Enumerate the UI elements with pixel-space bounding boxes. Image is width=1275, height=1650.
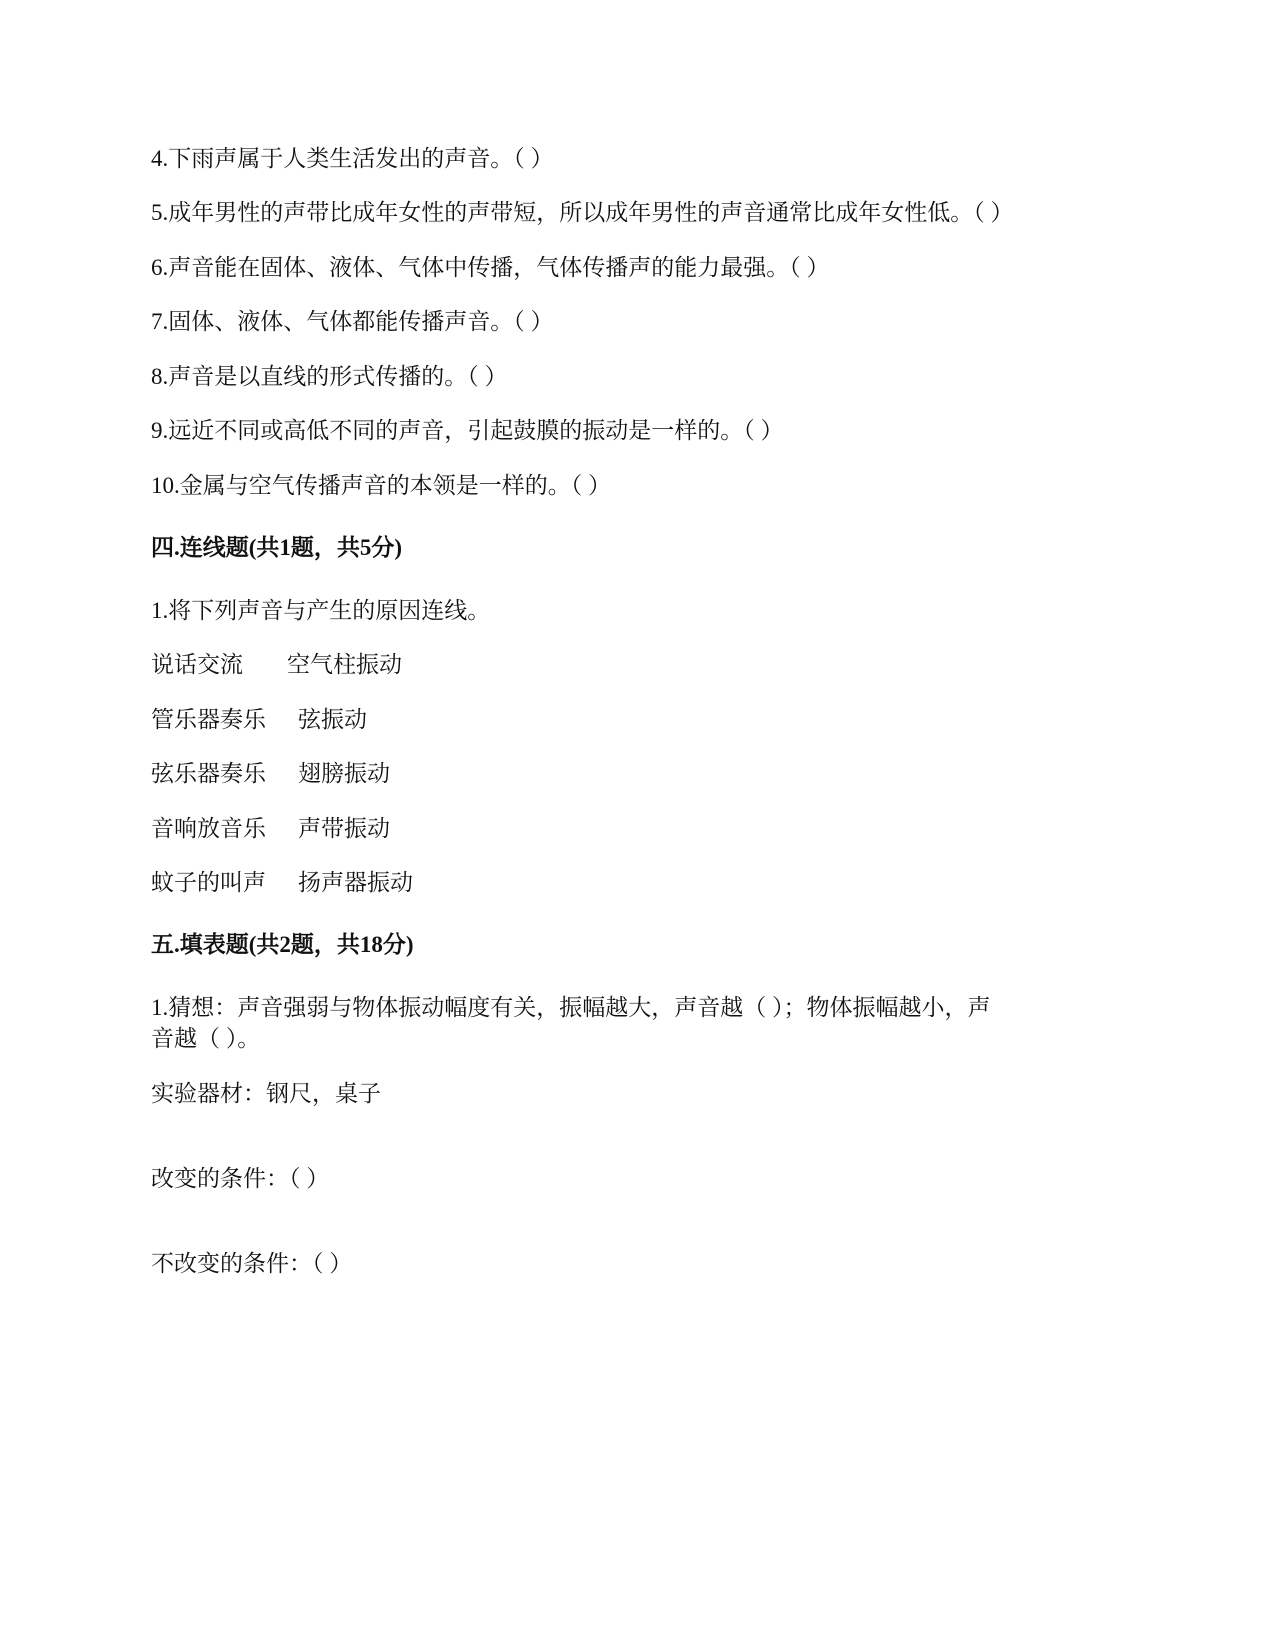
match-right-item: 声带振动	[298, 816, 390, 841]
judgement-item-4: 4.下雨声属于人类生活发出的声音。（ ）	[151, 146, 554, 171]
section-5-q1-line1: 1.猜想：声音强弱与物体振动幅度有关，振幅越大，声音越（ ）；物体振幅越小，声	[151, 995, 991, 1020]
judgement-item-10: 10.金属与空气传播声音的本领是一样的。（ ）	[151, 473, 611, 498]
document-page	[151, 0, 1111, 1650]
match-left-item: 蚊子的叫声	[151, 870, 266, 895]
changed-condition: 改变的条件：（ ）	[151, 1166, 330, 1191]
judgement-item-8: 8.声音是以直线的形式传播的。（ ）	[151, 364, 508, 389]
match-right-item: 扬声器振动	[298, 870, 413, 895]
match-left-item: 管乐器奏乐	[151, 707, 266, 732]
experiment-materials: 实验器材：钢尺，桌子	[151, 1081, 381, 1106]
match-left-item: 弦乐器奏乐	[151, 761, 266, 786]
section-5-heading: 五.填表题(共2题，共18分)	[151, 932, 414, 957]
match-right-item: 空气柱振动	[287, 652, 402, 677]
judgement-item-7: 7.固体、液体、气体都能传播声音。（ ）	[151, 309, 554, 334]
section-4-heading: 四.连线题(共1题，共5分)	[151, 535, 403, 560]
match-left-item: 说话交流	[151, 652, 243, 677]
judgement-item-9: 9.远近不同或高低不同的声音，引起鼓膜的振动是一样的。（ ）	[151, 418, 784, 443]
section-5-q1-line2: 音越（ ）。	[151, 1026, 261, 1051]
section-4-question: 1.将下列声音与产生的原因连线。	[151, 598, 491, 623]
match-right-item: 弦振动	[298, 707, 367, 732]
unchanged-condition: 不改变的条件：（ ）	[151, 1251, 353, 1276]
match-left-item: 音响放音乐	[151, 816, 266, 841]
match-right-item: 翅膀振动	[298, 761, 390, 786]
judgement-item-6: 6.声音能在固体、液体、气体中传播，气体传播声的能力最强。（ ）	[151, 255, 830, 280]
judgement-item-5: 5.成年男性的声带比成年女性的声带短，所以成年男性的声音通常比成年女性低。（ ）	[151, 200, 1014, 225]
